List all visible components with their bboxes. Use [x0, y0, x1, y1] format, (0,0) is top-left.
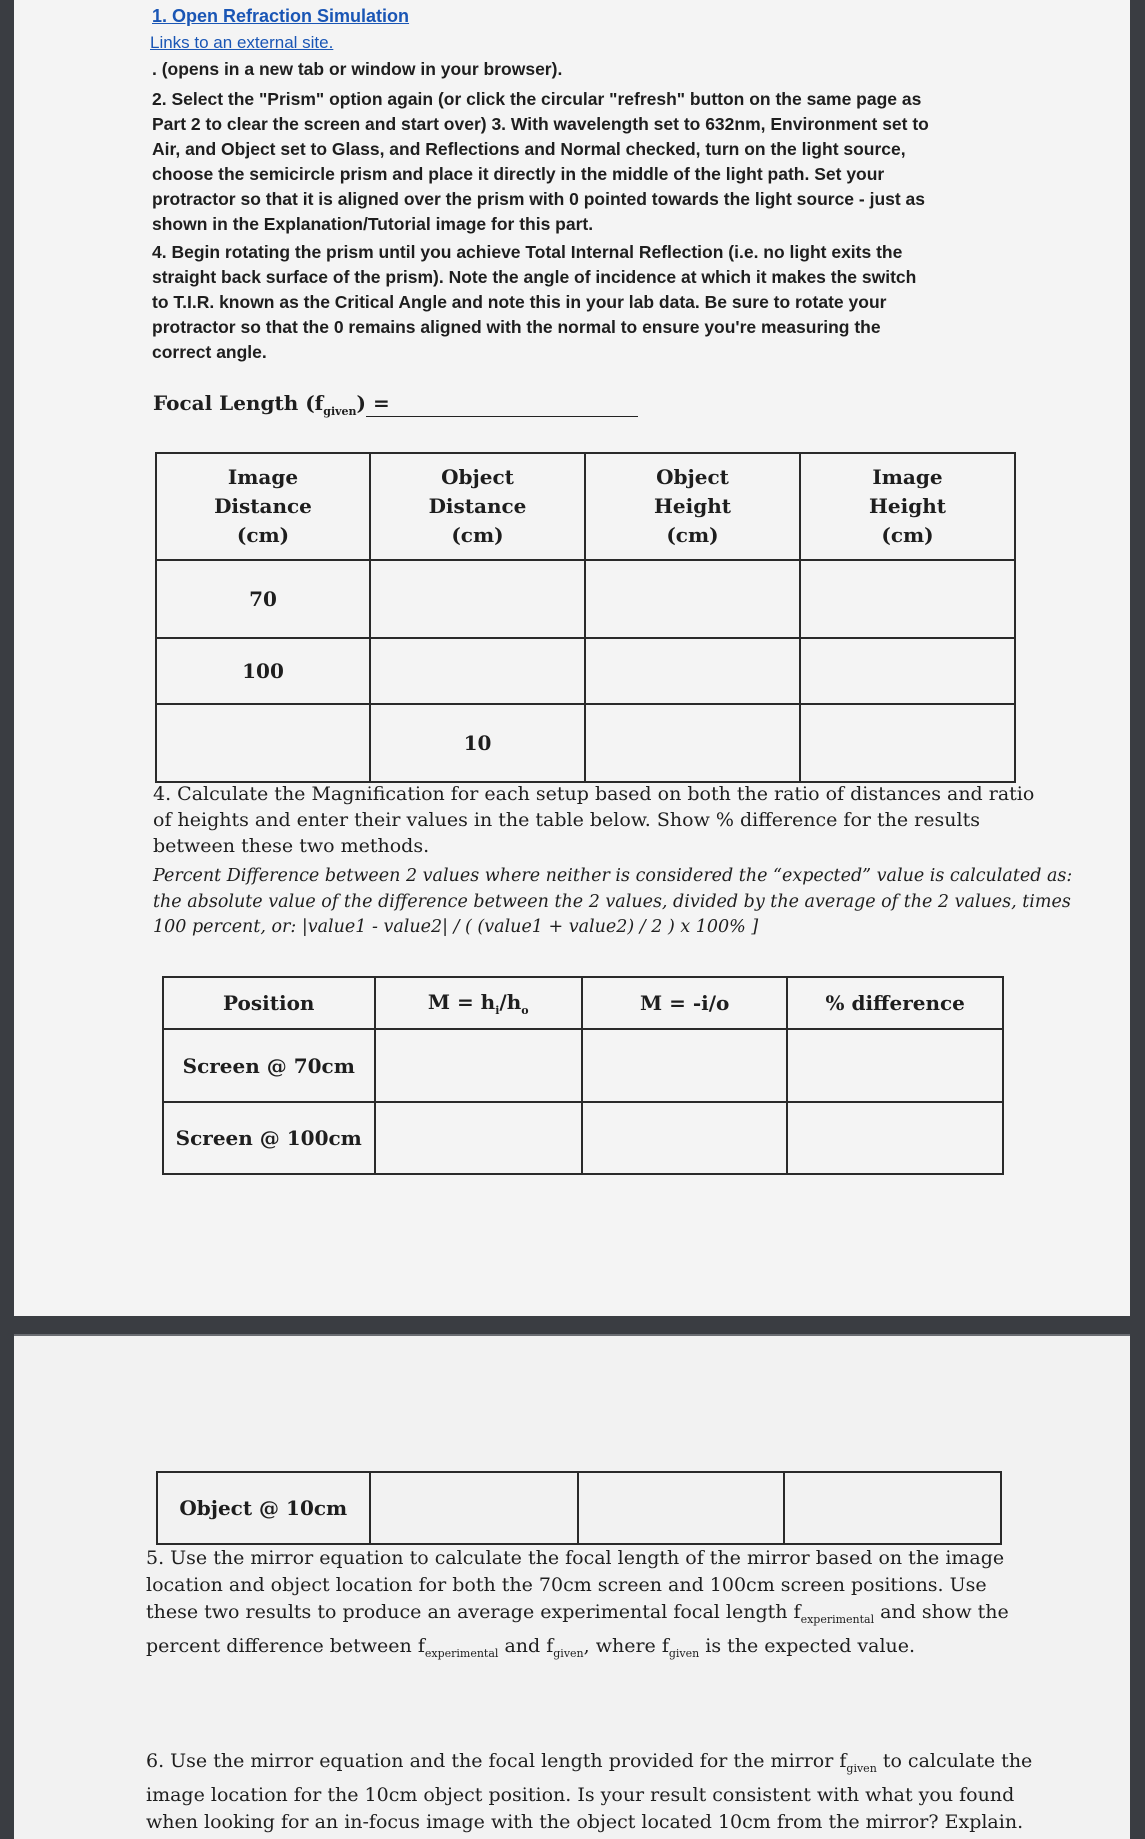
magnification-table — [162, 976, 1004, 1175]
table-cell[interactable] — [375, 1029, 582, 1102]
worksheet-page-1 — [14, 0, 1130, 1316]
table-cell: 70 — [156, 560, 370, 638]
table-cell[interactable] — [585, 704, 800, 782]
table-row — [156, 638, 1015, 704]
header-object-height: Object Height (cm) — [585, 453, 800, 560]
question-6-text: 6. Use the mirror equation and the focal length provided for the mirror $f_{given}$ to calculate the image location for the 10cm object position. Is your result consistent with what you found when looking for an in-focus image with the object located 10cm from the mirror? Explain. — [146, 1750, 1033, 1833]
table-row — [163, 1102, 1003, 1174]
table-cell[interactable] — [800, 704, 1015, 782]
table-cell: Screen @ 100cm — [163, 1102, 375, 1174]
open-refraction-simulation-link[interactable]: 1. Open Refraction Simulation — [152, 6, 410, 26]
header-m-distances: M = -i/o — [582, 977, 787, 1029]
focal-length-label: Focal Length $(f_{given})$ = — [153, 391, 390, 418]
table-cell[interactable] — [370, 560, 585, 638]
table-cell[interactable] — [800, 638, 1015, 704]
step4-text: 4. Begin rotating the prism until you achieve Total Internal Reflection (i.e. no light exits the straight back surface of the prism). Note the angle of incidence at which it makes the switch to T.I.R. known as the Critical Angle and note this in your lab data. Be sure to rotate your protractor so that the 0 remains aligned with the normal to ensure you're measuring the correct angle. — [152, 242, 917, 362]
table-cell[interactable] — [370, 1472, 578, 1544]
table-cell: 100 — [156, 638, 370, 704]
table-cell[interactable] — [787, 1102, 1003, 1174]
header-object-distance: Object Distance (cm) — [370, 453, 585, 560]
header-image-height: Image Height (cm) — [800, 453, 1015, 560]
table-cell[interactable] — [585, 560, 800, 638]
table-cell: 10 — [370, 704, 585, 782]
table-row — [156, 560, 1015, 638]
table-cell[interactable] — [582, 1029, 787, 1102]
table-row — [163, 1029, 1003, 1102]
question-4-text: 4. Calculate the Magnification for each setup based on both the ratio of distances and ratio of heights and enter their values in the table below. Show % difference for the results between these two methods. — [153, 783, 1035, 857]
worksheet-page-2 — [14, 1334, 1130, 1839]
header-image-distance: Image Distance (cm) — [156, 453, 370, 560]
table-row — [157, 1472, 1001, 1544]
header-position: Position — [163, 977, 375, 1029]
focal-length-blank[interactable] — [366, 416, 638, 417]
table-cell[interactable] — [370, 638, 585, 704]
object-10cm-table — [156, 1471, 1002, 1545]
header-m-heights: $M = h_i/h_o$ — [375, 977, 582, 1029]
header-percent-difference: % difference — [787, 977, 1003, 1029]
step2-text: 2. Select the "Prism" option again (or click the circular "refresh" button on the same page as Part 2 to clear the screen and start over) 3. With wavelength set to 632nm, Environment set to Air, and Object set to Glass, and Reflections and Normal checked, turn on the light source, choose the semicircle prism and place it directly in the middle of the light path. Set your protractor so that it is aligned over the prism with 0 pointed towards the light source - just as shown in the Explanation/Tutorial image for this part. — [152, 89, 929, 234]
table-cell[interactable] — [800, 560, 1015, 638]
table-header-row — [156, 453, 1015, 560]
table-cell[interactable] — [578, 1472, 784, 1544]
table-cell[interactable] — [582, 1102, 787, 1174]
distance-height-table — [155, 452, 1016, 783]
table-cell: Object @ 10cm — [157, 1472, 370, 1544]
table-header-row — [163, 977, 1003, 1029]
table-cell[interactable] — [585, 638, 800, 704]
table-cell[interactable] — [156, 704, 370, 782]
percent-difference-note: Percent Difference between 2 values where neither is considered the “expected” value is calculated as: the absolute value of the difference between the 2 values, divided by the average of the 2 values, times 100 percent, or: |value1 - value2| / ( (value1 + value2) / 2 ) x 100% ] — [153, 866, 1073, 937]
table-row — [156, 704, 1015, 782]
opens-note: . (opens in a new tab or window in your browser). — [152, 59, 563, 79]
table-cell[interactable] — [784, 1472, 1001, 1544]
table-cell[interactable] — [375, 1102, 582, 1174]
external-site-link[interactable]: Links to an external site. — [150, 33, 334, 52]
question-5-text: 5. Use the mirror equation to calculate the focal length of the mirror based on the image location and object location for both the 70cm screen and 100cm screen positions. Use these two results to produce an average experimental focal length $f_{experimental}$ and show the percent difference between $f_{experimental}$ and $f_{given}$, where $f_{given}$ is the expected value. — [146, 1547, 1009, 1660]
table-cell: Screen @ 70cm — [163, 1029, 375, 1102]
table-cell[interactable] — [787, 1029, 1003, 1102]
